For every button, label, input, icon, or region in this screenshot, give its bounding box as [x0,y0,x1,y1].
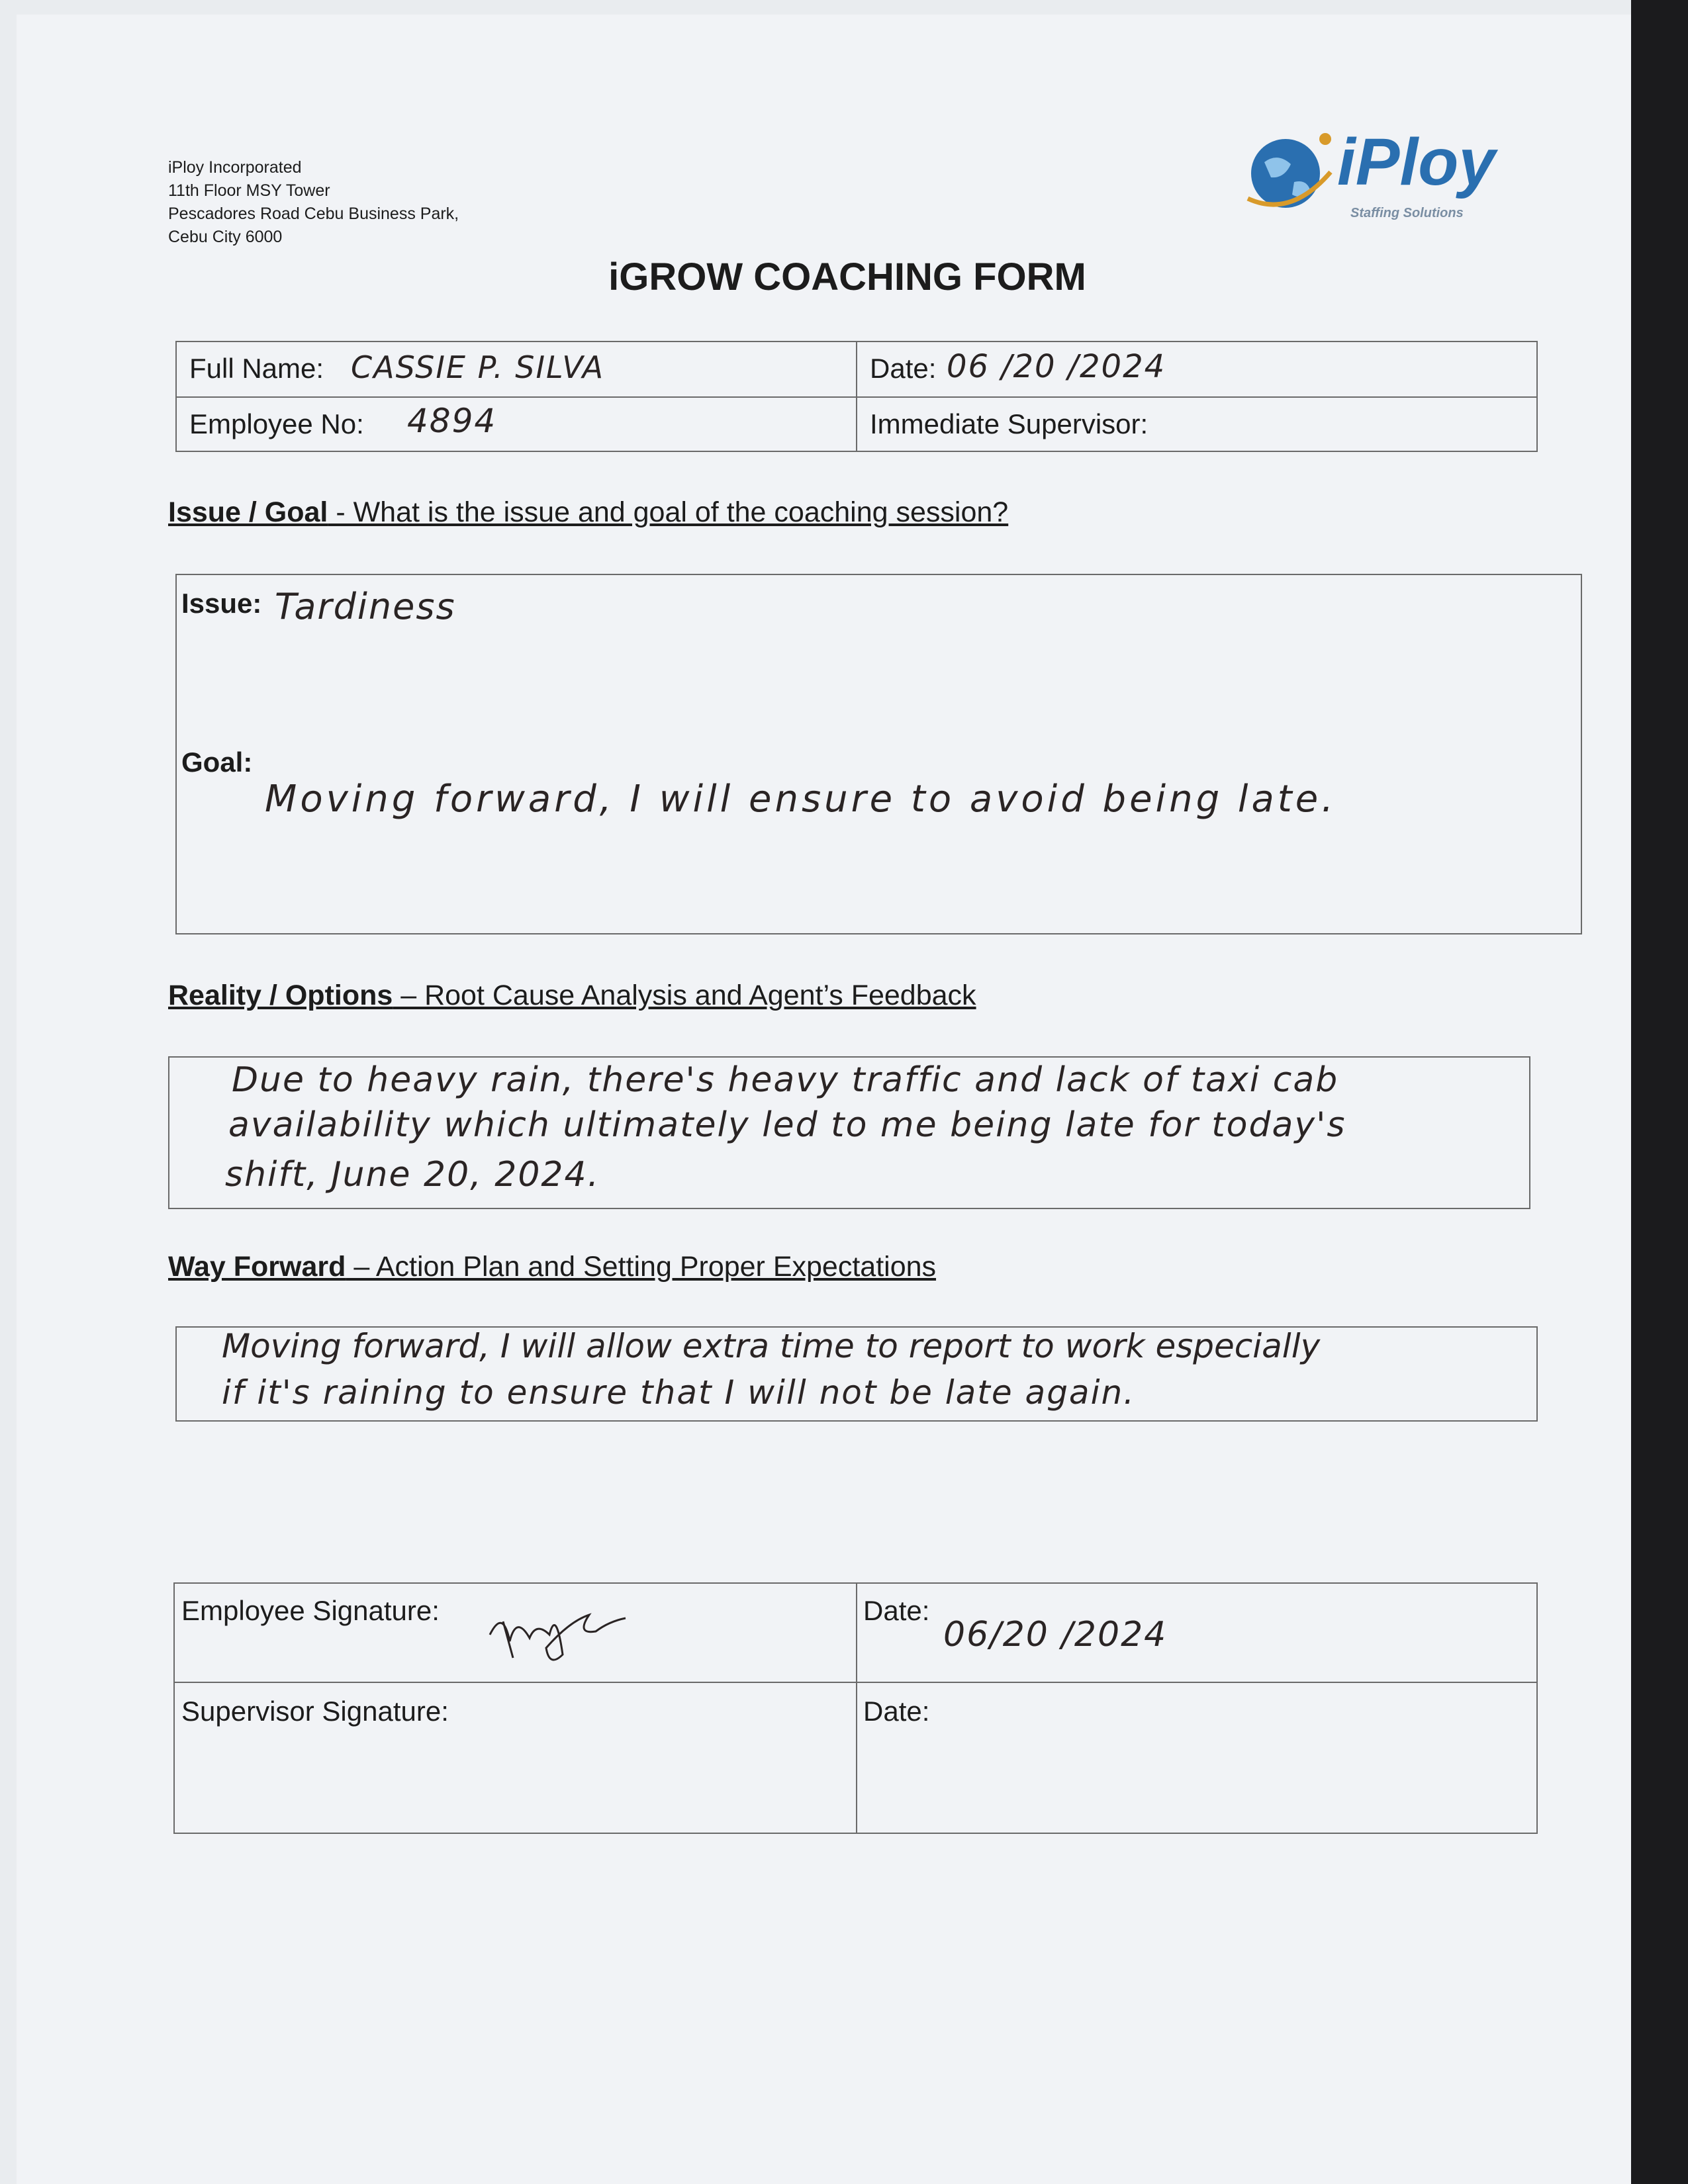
reality-options-heading [168,979,976,1012]
employee-signature-label: Employee Signature: [181,1595,440,1626]
employee-date-label: Date: [863,1595,930,1626]
reality-line[interactable]: shift, June 20, 2024. [225,1155,600,1195]
heading-text: – Action Plan and Setting Proper Expectations [346,1251,937,1283]
supervisor-date-label: Date: [863,1696,930,1727]
date-label: Date: [870,353,937,384]
heading-text: – Root Cause Analysis and Agent’s Feedback [393,979,976,1011]
address-line: Pescadores Road Cebu Business Park, [168,205,459,223]
company-name: iPloy Incorporated [168,158,302,177]
company-address [168,156,459,249]
goal-value[interactable]: Moving forward, I will ensure to avoid being late. [265,778,1337,821]
heading-bold: Way Forward [168,1251,346,1283]
way-forward-heading [168,1251,936,1283]
employee-no-label: Employee No: [189,408,364,439]
supervisor-signature-label: Supervisor Signature: [181,1696,449,1727]
scan-edge [1631,0,1688,2184]
full-name-value[interactable]: CASSIE P. SILVA [351,349,605,385]
employee-signature[interactable] [483,1595,629,1674]
employee-date-value[interactable]: 06/20 /2024 [943,1615,1168,1655]
issue-value[interactable]: Tardiness [275,586,456,627]
issue-goal-box [175,574,1582,934]
globe-icon [1244,126,1337,218]
date-value[interactable]: 06 /20 /2024 [947,348,1166,385]
supervisor-label: Immediate Supervisor: [870,408,1149,439]
heading-text: - What is the issue and goal of the coaching session? [328,496,1009,528]
way-forward-line[interactable]: if it's raining to ensure that I will not be late again. [222,1373,1136,1412]
divider [856,1582,857,1834]
goal-label: Goal: [181,747,253,778]
iploy-logo [1244,126,1503,232]
employee-no-value[interactable]: 4894 [407,402,497,440]
heading-bold: Reality / Options [168,979,393,1011]
logo-tagline: Staffing Solutions [1350,206,1464,220]
reality-line[interactable]: availability which ultimately led to me being late for today's [228,1105,1346,1145]
logo-text: iPloy [1337,125,1495,199]
address-line: Cebu City 6000 [168,228,283,246]
full-name-label: Full Name: [189,353,324,384]
way-forward-line[interactable]: Moving forward, I will allow extra time to report to work especially [222,1327,1321,1365]
divider [856,341,857,452]
heading-bold: Issue / Goal [168,496,328,528]
issue-goal-heading [168,496,1008,529]
address-line: 11th Floor MSY Tower [168,181,330,200]
issue-label: Issue: [181,588,262,619]
reality-line[interactable]: Due to heavy rain, there's heavy traffic and lack of taxi cab [232,1060,1339,1100]
form-title: iGROW COACHING FORM [608,255,1086,298]
